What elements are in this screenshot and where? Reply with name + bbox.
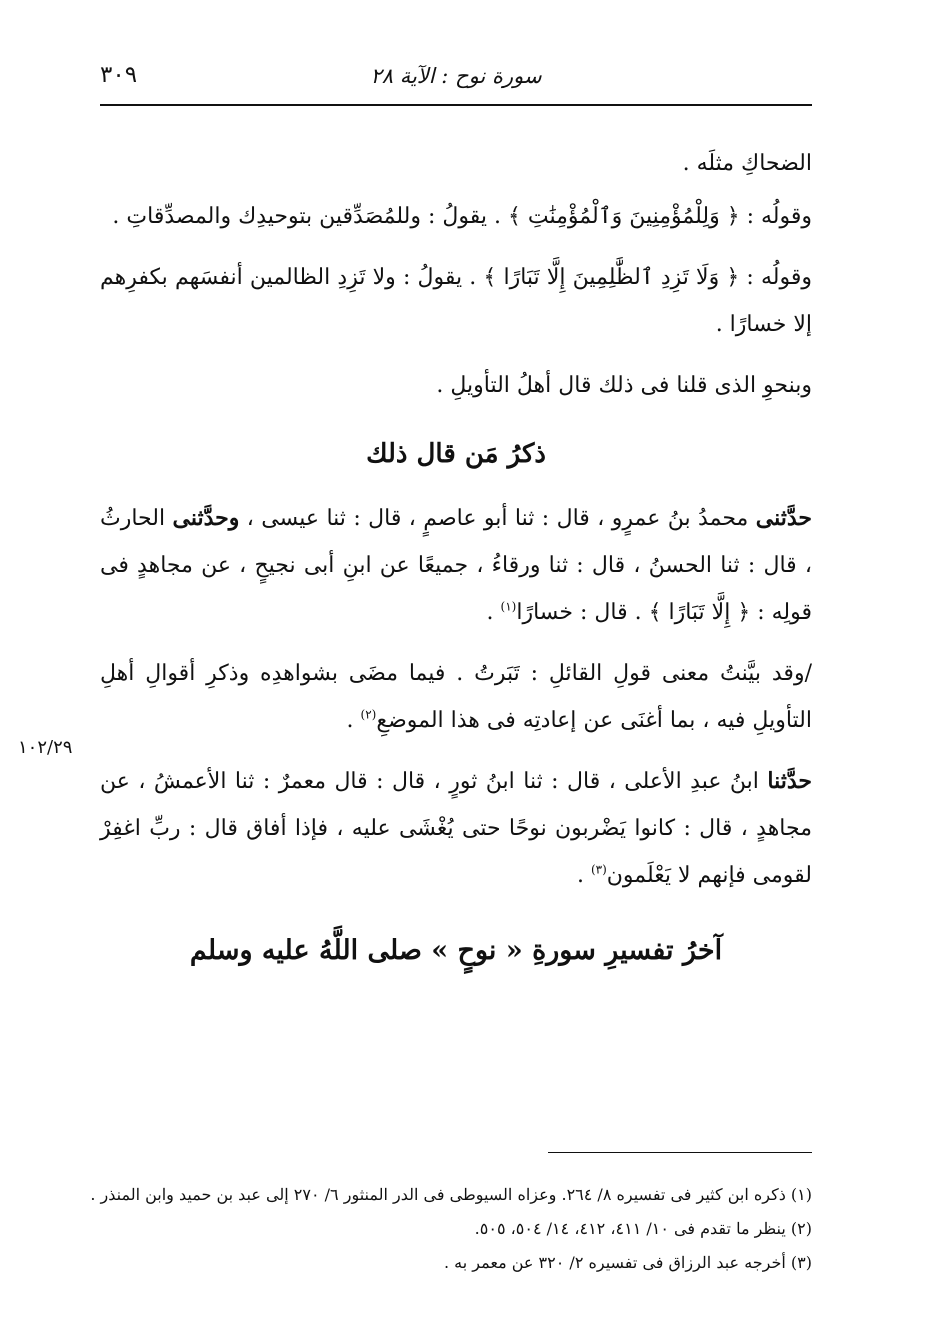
narration-lead-2: وحدَّثنى — [172, 505, 240, 531]
paragraph-5-text-b: الحارثُ ، قال : ثنا الحسنُ ، قال : ثنا ورقاءُ ، جميعًا عن ابنِ أبى نجيحٍ ، عن مجاهدٍ فى قولِه : ﴿ إِلَّا تَبَارًا ﴾ . قال : خسارًا — [100, 506, 812, 625]
footnote-rule — [548, 1152, 812, 1153]
closing-heading: آخرُ تفسيرِ سورةِ « نوحٍ » صلى اللَّهُ عليه وسلم — [189, 935, 723, 966]
paragraph-5-end: . — [486, 600, 501, 625]
footnote-3: (٣) أخرجه عبد الرزاق فى تفسيره ٢/ ٣٢٠ عن معمر به . — [443, 1253, 812, 1272]
narration-lead: حدَّثنى — [755, 505, 812, 531]
footnotes — [90, 1178, 812, 1280]
narration-lead-3: حدَّثنا — [767, 768, 812, 794]
paragraph-4: وبنحوِ الذى قلنا فى ذلك قال أهلُ التأويلِ . — [436, 373, 812, 398]
paragraph-6 — [100, 650, 812, 744]
paragraph-6-end: . — [346, 708, 361, 733]
footnote-1: (١) ذكره ابن كثير فى تفسيره ٨/ ٢٦٤. وعزاه السيوطى فى الدر المنثور ٦/ ٢٧٠ إلى عبد بن حميد وابن المنذر . — [90, 1185, 812, 1204]
paragraph-6-text: /وقد بيَّنتُ معنى قولِ القائلِ : تَبَرتُ . فيما مضَى بشواهدِه وذكرِ أقوالِ أهلِ التأويلِ فيه ، بما أغنَى عن إعادتِه فى هذا الموضعِ — [100, 661, 812, 733]
footnote-marker-3: (٣) — [590, 862, 607, 877]
footnote-marker-1: (١) — [500, 599, 517, 614]
paragraph-7-text: ابنُ عبدِ الأعلى ، قال : ثنا ابنُ ثورٍ ، قال : قال معمرٌ : ثنا الأعمشُ ، عن مجاهدٍ ، قال : كانوا يَضْربون نوحًا حتى يُغْشَى عليه ، فإذا أفاق قال : ربِّ اغفِرْ لقومى فإنهم لا يَعْلَمون — [100, 769, 812, 888]
paragraph-3: وقولُه : ﴿ وَلَا تَزِدِ ٱلظَّٰلِمِينَ إِلَّا تَبَارًا ﴾ . يقولُ : ولا تَزِدِ الظالمين أنفسَهم بكفرِهم إلا خسارًا . — [100, 265, 812, 337]
page-number: ٣٠٩ — [100, 62, 138, 88]
page-header — [100, 58, 812, 98]
paragraph-2: وقولُه : ﴿ وَلِلْمُؤْمِنِينَ وَٱلْمُؤْمِنَٰتِ ﴾ . يقولُ : وللمُصَدِّقين بتوحيدِك والمصدِّقاتِ . — [112, 204, 812, 229]
paragraph-5 — [100, 495, 812, 636]
paragraph-1: الضحاكِ مثلَه . — [682, 151, 812, 176]
section-heading: ذكرُ مَن قال ذلك — [366, 439, 546, 469]
margin-reference: ١٠٢/٢٩ — [18, 737, 73, 758]
main-text — [100, 140, 812, 979]
footnote-marker-2: (٢) — [360, 707, 377, 722]
running-title: سورة نوح : الآية ٢٨ — [370, 64, 542, 88]
footnote-2: (٢) ينظر ما تقدم فى ١٠/ ٤١١، ٤١٢، ١٤/ ٥٠٤، ٥٠٥. — [474, 1219, 812, 1238]
paragraph-7 — [100, 758, 812, 899]
paragraph-5-text-a: محمدُ بنُ عمرٍو ، قال : ثنا أبو عاصمٍ ، قال : ثنا عيسى ، — [246, 506, 749, 531]
header-rule — [100, 104, 812, 106]
paragraph-7-end: . — [576, 863, 591, 888]
